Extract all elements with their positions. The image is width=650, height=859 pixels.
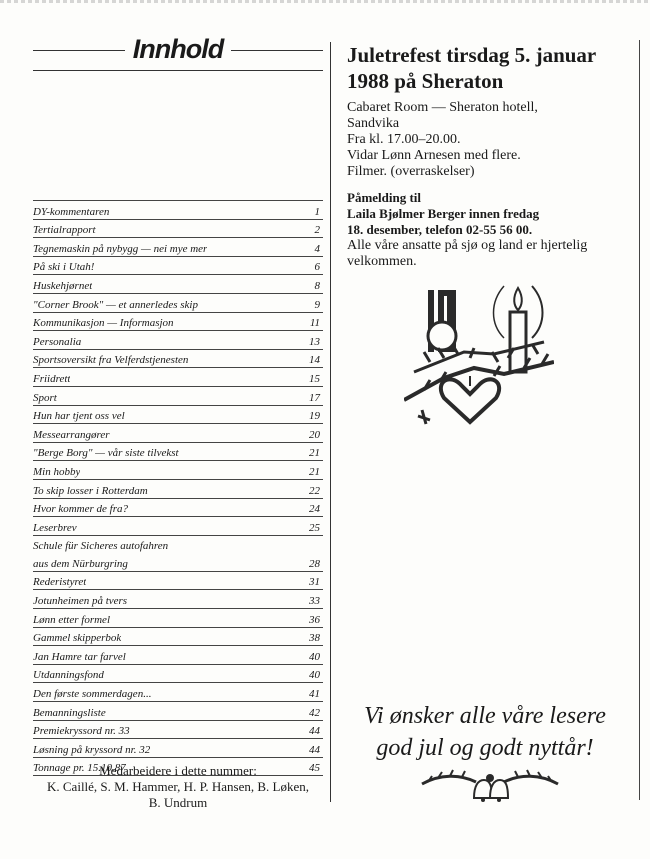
signup-line: 18. desember, telefon 02-55 56 00. [347, 222, 533, 237]
contents-entry-page: 44 [309, 743, 320, 756]
contents-entry-page: 20 [309, 428, 320, 441]
contents-entry-page: 8 [314, 279, 320, 292]
contents-entry [33, 665, 323, 684]
event-line: Sandvika [347, 116, 400, 131]
contents-entry-title: Tegnemaskin på nybygg — nei mye mer [33, 242, 208, 255]
contributors [33, 763, 323, 811]
greeting-line: Vi ønsker alle våre lesere [364, 703, 606, 729]
contents-entry-title: Løsning på kryssord nr. 32 [33, 743, 151, 756]
header-underline [33, 70, 323, 71]
contents-entry-title: Personalia [33, 335, 82, 348]
event-line: Filmer. (overraskelser) [347, 164, 475, 179]
event-headline: Juletrefest tirsdag 5. januar [347, 43, 597, 67]
contents-entry-page: 21 [309, 447, 320, 460]
contents-entry-title: DY-kommentaren [33, 205, 110, 218]
contents-entry-page: 2 [314, 224, 320, 237]
contents-entry-title: Friidrett [33, 372, 71, 385]
contents-entry [33, 480, 323, 499]
contents-entry-page: 33 [309, 595, 320, 608]
contents-entry-title: På ski i Utah! [33, 261, 95, 274]
contents-entry-page: 40 [309, 650, 320, 663]
contents-entry-page: 4 [314, 242, 320, 255]
contents-column [33, 34, 323, 810]
contents-entry [33, 517, 323, 536]
contents-entry-page: 15 [309, 372, 320, 385]
contents-entry [33, 201, 323, 220]
contents-entry [33, 646, 323, 665]
column-divider [330, 42, 331, 802]
contents-entry [33, 461, 323, 480]
contents-entry [33, 313, 323, 332]
contents-entry [33, 406, 323, 425]
contents-entry-page: 28 [309, 557, 320, 570]
contents-entry-page: 24 [309, 503, 320, 516]
contents-entry-title: Hun har tjent oss vel [33, 410, 125, 423]
contents-entry-title: Rederistyret [33, 576, 87, 589]
contents-entry-page: 25 [309, 521, 320, 534]
contents-entry [33, 590, 323, 609]
event-column [347, 42, 637, 270]
contents-entry-title: Min hobby [33, 465, 81, 478]
contents-entry-title: Den første sommerdagen... [33, 688, 152, 701]
contents-entry-title: Tertialrapport [33, 224, 96, 237]
candle-heart-illustration [404, 282, 554, 430]
contents-entry-page: 11 [309, 317, 320, 330]
contents-entry [33, 294, 323, 313]
contents-title: Innhold [132, 34, 224, 64]
welcome-line: Alle våre ansatte på sjø og land er hjertelig [347, 238, 588, 253]
contents-entry [33, 238, 323, 257]
contents-entry [33, 220, 323, 239]
contents-entry-title: Kommunikasjon — Informasjon [33, 317, 174, 330]
contents-entry-page: 36 [309, 613, 320, 626]
event-details [347, 100, 637, 180]
contents-entry-title: "Corner Brook" — et annerledes skip [33, 298, 198, 311]
event-headline: 1988 på Sheraton [347, 69, 504, 93]
contents-entry [33, 350, 323, 369]
contributors-line: B. Undrum [148, 795, 208, 810]
contents-entry-page: 19 [309, 410, 320, 423]
contents-entry [33, 424, 323, 443]
bells-ornament [420, 768, 560, 804]
contents-entry [33, 499, 323, 518]
contributors-line: K. Caillé, S. M. Hammer, H. P. Hansen, B. Løken, [47, 779, 309, 794]
contributors-heading: Medarbeidere i dette nummer: [99, 763, 257, 778]
event-line: Vidar Lønn Arnesen med flere. [347, 148, 521, 163]
contents-entry-title: Sportsoversikt fra Velferdstjenesten [33, 354, 189, 367]
contents-entry-title: Jotunheimen på tvers [33, 595, 128, 608]
contents-entry-title: aus dem Nürburgring [33, 557, 128, 570]
contents-entry [33, 572, 323, 591]
contents-entry [33, 368, 323, 387]
contents-entry [33, 443, 323, 462]
contents-entry-title: Gammel skipperbok [33, 632, 122, 645]
top-edge [0, 0, 650, 3]
contents-entry-page: 45 [309, 762, 320, 775]
contents-entry [33, 739, 323, 758]
signup-line: Påmelding til [347, 190, 422, 205]
contents-entry-title: Hvor kommer de fra? [33, 503, 129, 516]
greeting-line: god jul og godt nyttår! [376, 735, 594, 761]
event-line: Fra kl. 17.00–20.00. [347, 132, 461, 147]
contents-entry [33, 257, 323, 276]
contents-entry-title: Lønn etter formel [33, 613, 110, 626]
contents-entry-title: Tonnage pr. 15.10.87 [33, 762, 126, 775]
contents-entry-title: Premiekryssord nr. 33 [33, 725, 130, 738]
contents-entry-page: 22 [309, 484, 320, 497]
contents-entry-page: 13 [309, 335, 320, 348]
contents-entry-page: 38 [309, 632, 320, 645]
contents-entry-title: Leserbrev [33, 521, 77, 534]
contents-entry [33, 387, 323, 406]
signup-line: Laila Bjølmer Berger innen fredag [347, 206, 540, 221]
contents-entry-page: 17 [309, 391, 320, 404]
right-border [639, 40, 640, 800]
contents-entry-title: Sport [33, 391, 57, 404]
contents-entry [33, 331, 323, 350]
contents-entry-title: Huskehjørnet [33, 279, 93, 292]
contents-header [33, 34, 323, 74]
contents-entry-title: Schule für Sicheres autofahren [33, 540, 169, 553]
contents-entry-page: 9 [314, 298, 320, 311]
contents-entry [33, 702, 323, 721]
contents-entry-page: 1 [314, 205, 320, 218]
contents-entry-page: 14 [309, 354, 320, 367]
contents-entry-title: "Berge Borg" — vår siste tilvekst [33, 447, 179, 460]
contents-entry-page: 41 [309, 688, 320, 701]
event-line: Cabaret Room — Sheraton hotell, [347, 100, 538, 115]
contents-entry-title: Messearrangører [33, 428, 110, 441]
contents-entry [33, 609, 323, 628]
contents-entry-page: 6 [314, 261, 320, 274]
contents-entry [33, 536, 323, 554]
contents-entry [33, 275, 323, 294]
contents-list [33, 200, 323, 776]
contents-entry-page: 21 [309, 465, 320, 478]
contents-entry-page: 44 [309, 725, 320, 738]
holiday-greeting [340, 700, 630, 764]
signup-block [347, 190, 637, 270]
contents-entry-title: Jan Hamre tar farvel [33, 650, 126, 663]
contents-entry-title: Utdanningsfond [33, 669, 104, 682]
contents-entry [33, 628, 323, 647]
welcome-line: velkommen. [347, 254, 417, 269]
contents-entry [33, 721, 323, 740]
contents-entry [33, 683, 323, 702]
contents-entry-page: 31 [309, 576, 320, 589]
contents-entry-title: Bemanningsliste [33, 706, 106, 719]
contents-entry-title: To skip losser i Rotterdam [33, 484, 148, 497]
contents-entry-page: 42 [309, 706, 320, 719]
contents-entry-page: 40 [309, 669, 320, 682]
contents-entry [33, 553, 323, 572]
